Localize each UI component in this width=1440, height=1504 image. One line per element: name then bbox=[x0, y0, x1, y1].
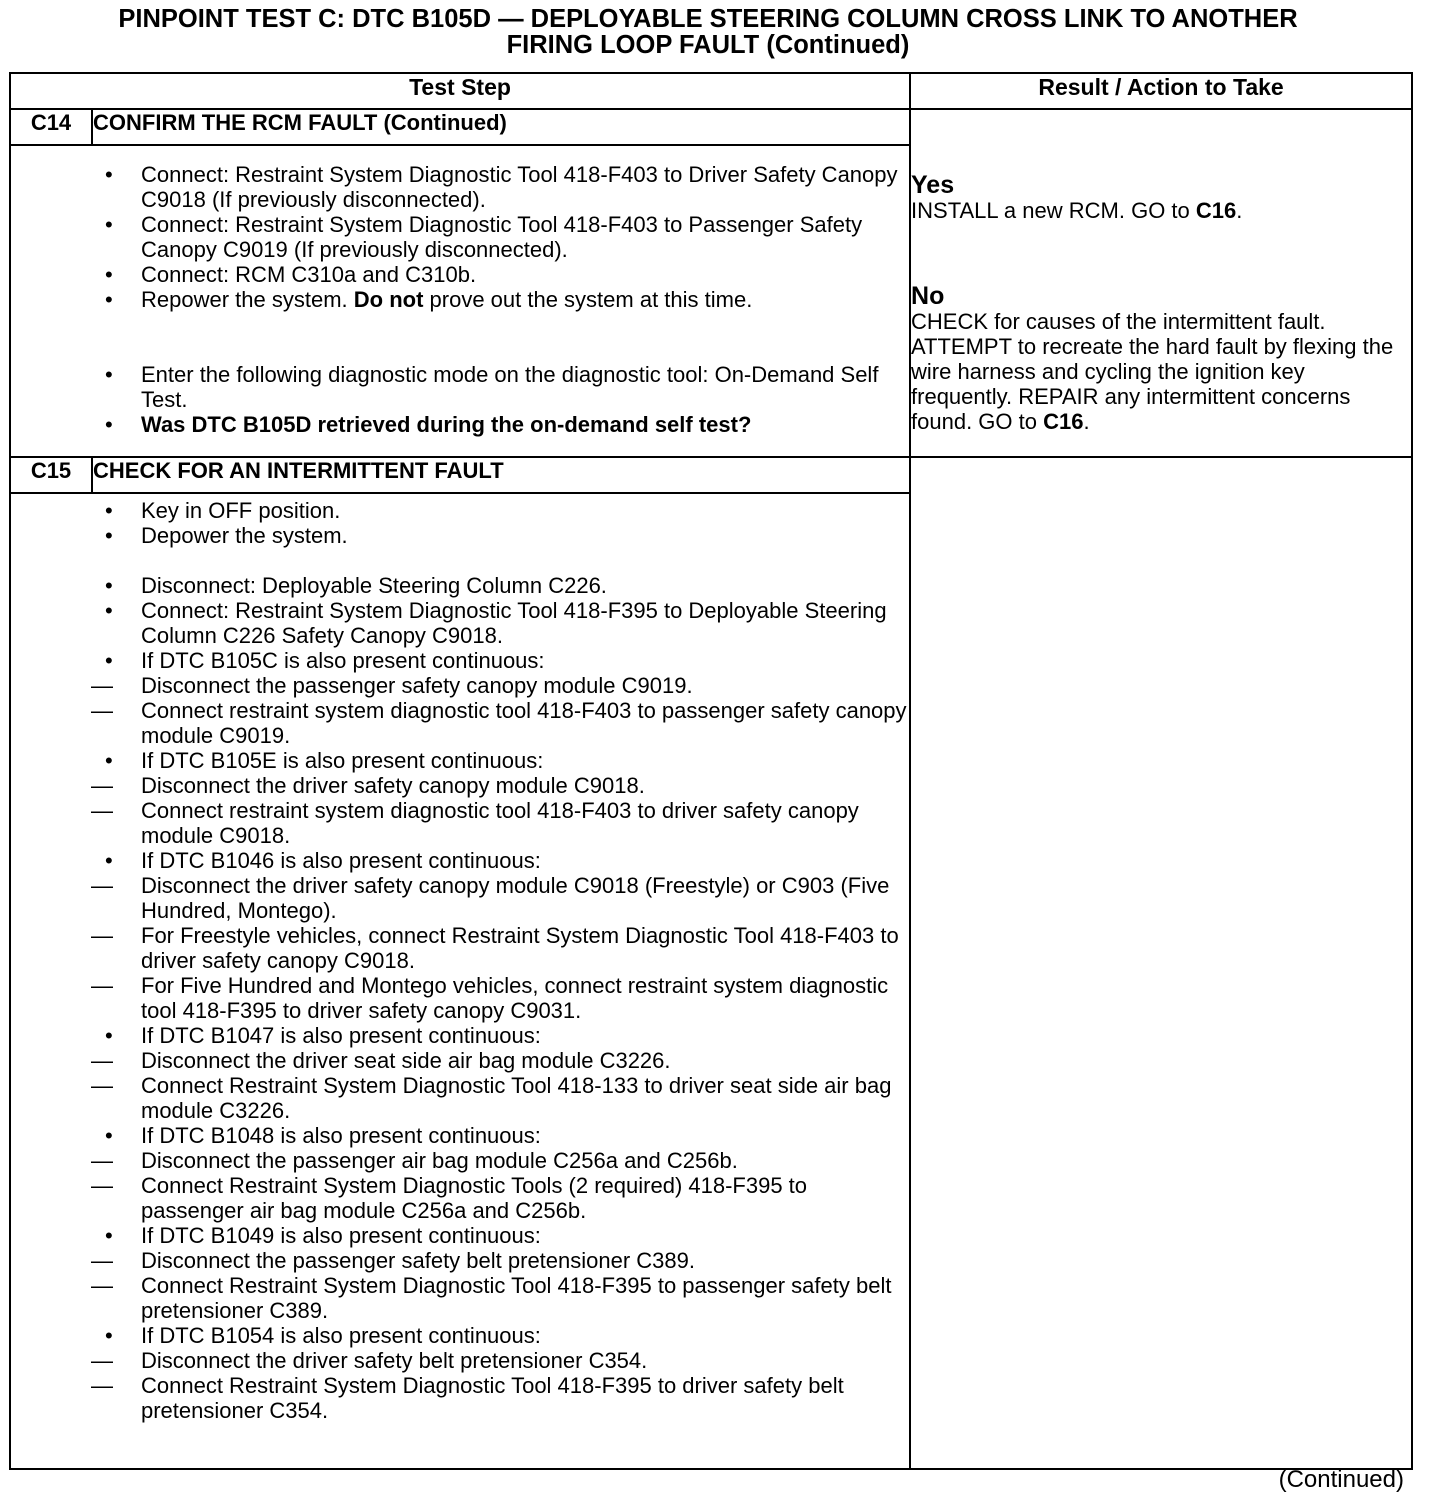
sub-list bbox=[141, 873, 909, 1023]
goto-c16-link: C16 bbox=[1043, 409, 1084, 434]
step-id-c15: C15 bbox=[10, 457, 92, 493]
title-line-1: PINPOINT TEST C: DTC B105D — DEPLOYABLE STEERING COLUMN CROSS LINK TO ANOTHER bbox=[118, 5, 1298, 33]
sub-list-item: — Disconnect the passenger safety canopy module C9019. bbox=[91, 673, 909, 698]
list-item: • Disconnect: Deployable Steering Column C226. bbox=[11, 573, 909, 598]
continued-label: (Continued) bbox=[1278, 1466, 1404, 1493]
result-no-text: CHECK for causes of the intermittent fault. ATTEMPT to recreate the hard fault by flexing the wire harness and cycling the ignition key frequently. REPAIR any intermittent concerns found. GO to C16. bbox=[911, 309, 1394, 434]
sub-list bbox=[141, 1248, 909, 1323]
step-name-c15: CHECK FOR AN INTERMITTENT FAULT bbox=[92, 457, 910, 493]
step-body-c14 bbox=[10, 145, 910, 457]
list-item: • If DTC B105C is also present continuous: — Disconnect the passenger safety canopy module C9019. — Connect restraint system diagnostic tool 418-F403 to passenger safety canopy module C9019. bbox=[11, 648, 909, 748]
sub-list bbox=[141, 673, 909, 748]
sub-list-item: — Disconnect the driver safety canopy module C9018 (Freestyle) or C903 (Five Hundred, Montego). bbox=[91, 873, 909, 923]
sub-list-item: — Connect restraint system diagnostic tool 418-F403 to driver safety canopy module C9018. bbox=[91, 798, 909, 848]
list-item: • Connect: RCM C310a and C310b. bbox=[11, 262, 909, 287]
list-item: • If DTC B1046 is also present continuous: — Disconnect the driver safety canopy module C9018 (Freestyle) or C903 (Five Hundred, Montego). — For Freestyle vehicles, connect Restraint System Diagnostic Tool 418-F403 to driver safety canopy C9018. — For Five Hundred and Montego vehicles, connect restraint system diagnostic tool 418-F395 to driver safety canopy C9031. bbox=[11, 848, 909, 1023]
list-item: • Repower the system. Do not prove out the system at this time. bbox=[11, 287, 909, 312]
sub-list-item: — Connect Restraint System Diagnostic Tool 418-F395 to driver safety belt pretensioner C354. bbox=[91, 1373, 909, 1423]
result-yes-text: INSTALL a new RCM. GO to C16. bbox=[911, 198, 1243, 223]
bullet-list bbox=[11, 162, 909, 437]
list-item: • Connect: Restraint System Diagnostic Tool 418-F403 to Driver Safety Canopy C9018 (If previously disconnected). bbox=[11, 162, 909, 212]
list-item: • If DTC B1054 is also present continuous: — Disconnect the driver safety belt pretensioner C354. — Connect Restraint System Diagnostic Tool 418-F395 to driver safety belt pretensioner C354. bbox=[11, 1323, 909, 1423]
sub-list-item: — Disconnect the driver seat side air bag module C3226. bbox=[91, 1048, 909, 1073]
sub-list-item: — Disconnect the passenger safety belt pretensioner C389. bbox=[91, 1248, 909, 1273]
list-item: • If DTC B1049 is also present continuous: — Disconnect the passenger safety belt pretensioner C389. — Connect Restraint System Diagnostic Tool 418-F395 to passenger safety belt pretensioner C389. bbox=[11, 1223, 909, 1323]
sub-list-item: — Connect restraint system diagnostic tool 418-F403 to passenger safety canopy module C9019. bbox=[91, 698, 909, 748]
sub-list-item: — For Five Hundred and Montego vehicles, connect restraint system diagnostic tool 418-F395 to driver safety canopy C9031. bbox=[91, 973, 909, 1023]
sub-list bbox=[141, 1148, 909, 1223]
sub-list bbox=[141, 1048, 909, 1123]
sub-list-item: — Connect Restraint System Diagnostic Tools (2 required) 418-F395 to passenger air bag module C256a and C256b. bbox=[91, 1173, 909, 1223]
list-item: • Depower the system. bbox=[11, 523, 909, 548]
list-item: • Enter the following diagnostic mode on the diagnostic tool: On-Demand Self Test. bbox=[11, 362, 909, 412]
header-result-action: Result / Action to Take bbox=[910, 73, 1412, 109]
step-body-c15 bbox=[10, 493, 910, 1469]
list-item: • If DTC B105E is also present continuous: — Disconnect the driver safety canopy module C9018. — Connect restraint system diagnostic tool 418-F403 to driver safety canopy module C9018. bbox=[11, 748, 909, 848]
sub-list-item: — For Freestyle vehicles, connect Restraint System Diagnostic Tool 418-F403 to driver safety canopy C9018. bbox=[91, 923, 909, 973]
step-row-c14 bbox=[10, 109, 1412, 145]
sub-list-item: — Connect Restraint System Diagnostic Tool 418-133 to driver seat side air bag module C3226. bbox=[91, 1073, 909, 1123]
result-yes-label: Yes bbox=[911, 171, 955, 199]
header-test-step: Test Step bbox=[10, 73, 910, 109]
step-row-c15 bbox=[10, 457, 1412, 493]
goto-c16-link: C16 bbox=[1195, 198, 1237, 223]
sub-list-item: — Connect Restraint System Diagnostic Tool 418-F395 to passenger safety belt pretensioner C389. bbox=[91, 1273, 909, 1323]
list-item: • Key in OFF position. bbox=[11, 498, 909, 523]
list-item: • Was DTC B105D retrieved during the on-demand self test? bbox=[11, 412, 909, 437]
title-line-2: FIRING LOOP FAULT (Continued) bbox=[506, 31, 910, 59]
table-header-row bbox=[10, 73, 1412, 109]
bullet-list bbox=[11, 498, 909, 1423]
sub-list bbox=[141, 773, 909, 848]
result-cell-c14 bbox=[910, 109, 1412, 457]
list-item: • Connect: Restraint System Diagnostic Tool 418-F395 to Deployable Steering Column C226 Safety Canopy C9018. bbox=[11, 598, 909, 648]
result-cell-c15 bbox=[910, 457, 1412, 1469]
pinpoint-test-table bbox=[9, 72, 1413, 1470]
page-title bbox=[0, 6, 1416, 58]
step-name-c14: CONFIRM THE RCM FAULT (Continued) bbox=[92, 109, 910, 145]
list-item: • If DTC B1048 is also present continuous: — Disconnect the passenger air bag module C256a and C256b. — Connect Restraint System Diagnostic Tools (2 required) 418-F395 to passenger air bag module C256a and C256b. bbox=[11, 1123, 909, 1223]
result-no-label: No bbox=[911, 282, 945, 310]
list-item: • Connect: Restraint System Diagnostic Tool 418-F403 to Passenger Safety Canopy C9019 (If previously disconnected). bbox=[11, 212, 909, 262]
sub-list bbox=[141, 1348, 909, 1423]
list-item: • If DTC B1047 is also present continuous: — Disconnect the driver seat side air bag module C3226. — Connect Restraint System Diagnostic Tool 418-133 to driver seat side air bag module C3226. bbox=[11, 1023, 909, 1123]
step-id-c14: C14 bbox=[10, 109, 92, 145]
sub-list-item: — Disconnect the driver safety belt pretensioner C354. bbox=[91, 1348, 909, 1373]
sub-list-item: — Disconnect the passenger air bag module C256a and C256b. bbox=[91, 1148, 909, 1173]
sub-list-item: — Disconnect the driver safety canopy module C9018. bbox=[91, 773, 909, 798]
